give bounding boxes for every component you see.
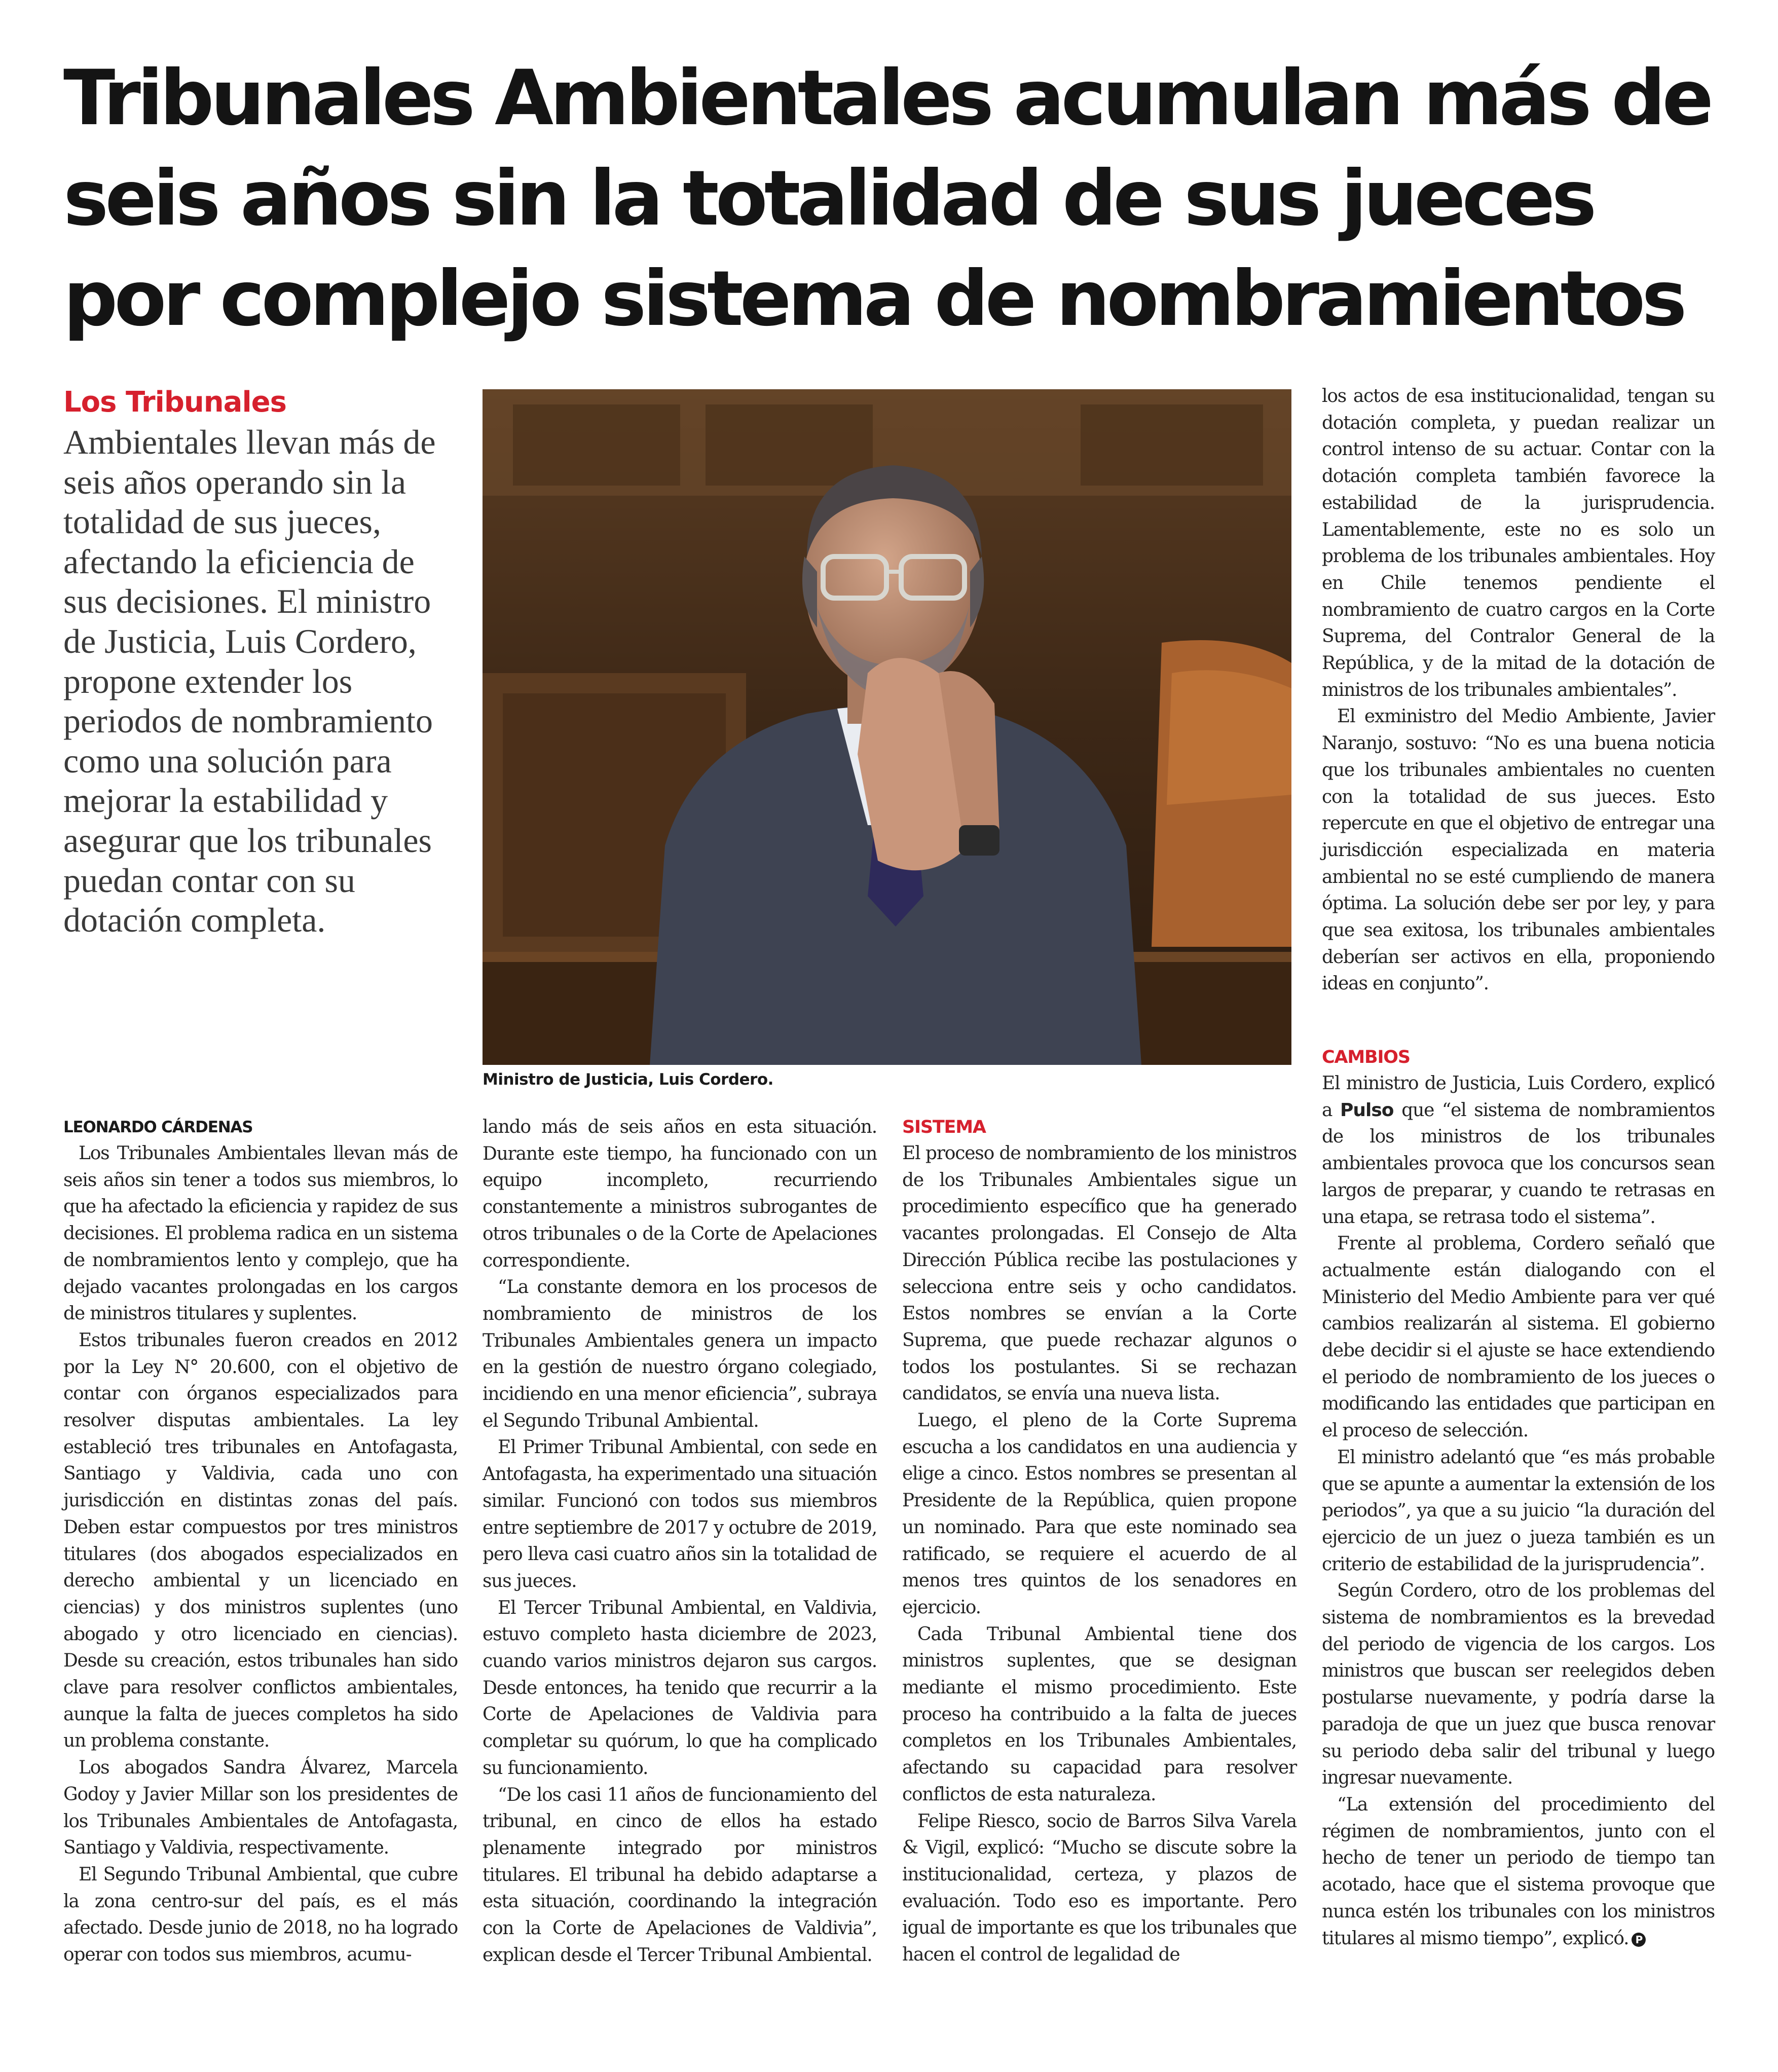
paragraph: Los Tribunales Ambientales llevan más de seis años sin tener a todos sus miembros, lo que ha afectado la eficiencia y rapidez de sus decisiones. El problema radica en un sistema de nombramientos lento y complejo, que ha dejado vacantes prolongadas en los cargos de ministros titulares y suplentes. (63, 1143, 458, 1324)
end-mark-icon: P (1632, 1933, 1646, 1947)
photo-illustration (483, 389, 1291, 1065)
column-4-bottom (1322, 1034, 1715, 1952)
text-run: que “el sistema de nombramientos de los ministros de los tribunales ambientales provoca que los concursos sean largos de preparar, y cuando te retrasas en una etapa, se retrasa todo el sistema”. (1322, 1099, 1715, 1228)
paragraph: Luego, el pleno de la Corte Suprema escucha a los candidatos en una audiencia y elige a cinco. Estos nombres se presentan al Presidente de la República, quien propone un nominado. Para que este nominado sea ratificado, se requiere el acuerdo de al menos tres quintos de los senadores en ejercicio. (902, 1410, 1297, 1618)
byline: LEONARDO CÁRDENAS (63, 1118, 253, 1136)
text-run: El ministro de Justicia, Luis Cordero, explicó a (1322, 1073, 1715, 1121)
column-1 (63, 1114, 458, 1969)
paragraph: El proceso de nombramiento de los ministros de los Tribunales Ambientales sigue un procedimiento específico que ha generado vacantes prolongadas. El Consejo de Alta Dirección Pública recibe las postulaciones y selecciona entre seis y ocho candidatos. Estos nombres se envían a la Corte Suprema, que puede rechazar algunos o todos los postulantes. Si se rechazan candidatos, se envía una nueva lista. (902, 1143, 1297, 1404)
paragraph: El ministro adelantó que “es más probable que se apunte a aumentar la extensión de los periodos”, ya que a su juicio “la duración del ejercicio de un juez o jueza también es un criterio de estabilidad de la jurisprudencia”. (1322, 1447, 1715, 1575)
paragraph: Frente al problema, Cordero señaló que actualmente están dialogando con el Ministerio del Medio Ambiente para ver qué cambios realizarán al sistema. El gobierno debe decidir si el ajuste se hace extendiendo el periodo de nombramiento de los jueces o modificando las entidades que participan en el proceso de selección. (1322, 1233, 1715, 1441)
paragraph: El exministro del Medio Ambiente, Javier Naranjo, sostuvo: “No es una buena noticia que los tribunales ambientales no cuenten con la totalidad de sus jueces. Esto repercute en que el objetivo de entregar una jurisdicción especializada en materia ambiental no se esté cumpliendo de manera óptima. La solución debe ser por ley, y para que sea exitosa, los tribunales ambientales deberían ser activos en ella, proponiendo ideas en conjunto”. (1322, 706, 1715, 994)
subhead-sistema: SISTEMA (902, 1117, 986, 1137)
paragraph (1322, 1792, 1715, 1952)
paragraph: El Tercer Tribunal Ambiental, en Valdivia, estuvo completo hasta diciembre de 2023, cuando varios ministros dejaron sus cargos. Desde entonces, ha tenido que recurrir a la Corte de Apelaciones de Valdivia para completar su quórum, lo que ha complicado su funcionamiento. (483, 1597, 877, 1779)
publication-name: Pulso (1340, 1099, 1394, 1121)
paragraph: Estos tribunales fueron creados en 2012 por la Ley N° 20.600, con el objetivo de contar con órganos especializados para resolver disputas ambientales. La ley estableció tres tribunales en Antofagasta, Santiago y Valdivia, cada uno con jurisdicción en distintas zonas del país. Deben estar compuestos por tres ministros titulares (dos abogados especializados en derecho ambiental y un licenciado en ciencias) y dos ministros suplentes (uno abogado y otro licenciado en ciencias). Desde su creación, estos tribunales han sido clave para resolver conflictos ambientales, aunque la falta de jueces completos ha sido un problema constante. (63, 1329, 458, 1752)
headline: Tribunales Ambientales acumulan más de seis años sin la totalidad de sus jueces por complejo sistema de nombramientos (63, 54, 1711, 343)
paragraph: El Primer Tribunal Ambiental, con sede en Antofagasta, ha experimentado una situación similar. Funcionó con todos sus miembros entre septiembre de 2017 y octubre de 2019, pero lleva casi cuatro años sin la totalidad de sus jueces. (483, 1437, 877, 1592)
minister-photo (483, 389, 1291, 1065)
text-run: “La extensión del procedimiento del régimen de nombramientos, junto con el hecho de tener un periodo de tiempo tan acotado, hace que el sistema provoque que nunca estén los tribunales con los ministros titulares al mismo tiempo”, explicó. (1322, 1794, 1715, 1949)
paragraph: “De los casi 11 años de funcionamiento del tribunal, en cinco de ellos ha estado plenamente integrado por ministros titulares. El tribunal ha debido adaptarse a esta situación, coordinando la integración con la Corte de Apelaciones de Valdivia”, explican desde el Tercer Tribunal Ambiental. (483, 1784, 877, 1966)
photo-caption: Ministro de Justicia, Luis Cordero. (483, 1070, 773, 1089)
subhead-cambios: CAMBIOS (1322, 1047, 1410, 1067)
lead-text: Ambientales llevan más de seis años operando sin la totalidad de sus jueces, afectando la eficiencia de sus decisiones. El ministro de Justicia, Luis Cordero, propone extender los periodos de nombramiento como una solución para mejorar la estabilidad y asegurar que los tribunales puedan contar con su dotación completa. (63, 423, 436, 940)
paragraph: los actos de esa institucionalidad, tengan su dotación completa, y puedan realizar un control intenso de su actuar. Contar con la dotación completa también favorece la estabilidad de la jurisprudencia. Lamentablemente, este no es solo un problema de los tribunales ambientales. Hoy en Chile tenemos pendiente el nombramiento de cuatro cargos en la Corte Suprema, del Contralor General de la República, y de la mitad de la dotación de ministros de los tribunales ambientales”. (1322, 386, 1715, 700)
paragraph: Según Cordero, otro de los problemas del sistema de nombramientos es la brevedad del periodo de vigencia de los cargos. Los ministros que buscan ser reelegidos deben postularse nuevamente, y podría darse la paradoja de que un juez que busca renovar su periodo deba salir del tribunal y luego ingresar nuevamente. (1322, 1580, 1715, 1789)
paragraph: Los abogados Sandra Álvarez, Marcela Godoy y Javier Millar son los presidentes de los Tribunales Ambientales de Antofagasta, Santiago y Valdivia, respectivamente. (63, 1757, 458, 1859)
lead-summary (63, 383, 459, 940)
lead-kicker: Los Tribunales (63, 386, 286, 419)
column-2 (483, 1114, 877, 1969)
paragraph: Cada Tribunal Ambiental tiene dos ministros suplentes, que se designan mediante el mismo procedimiento. Este proceso ha contribuido a la falta de jueces completos en los Tribunales Ambientales, afectando su capacidad para resolver conflictos de esta naturaleza. (902, 1623, 1297, 1805)
column-3 (902, 1114, 1297, 1969)
paragraph: Felipe Riesco, socio de Barros Silva Varela & Vigil, explicó: “Mucho se discute sobre la institucionalidad, certeza, y plazos de evaluación. Todo eso es importante. Pero igual de importante es que los tribunales que hacen el control de legalidad de (902, 1810, 1297, 1966)
paragraph: “La constante demora en los procesos de nombramiento de ministros de los Tribunales Ambientales genera un impacto en la gestión de nuestro órgano colegiado, incidiendo en una menor eficiencia”, subraya el Segundo Tribunal Ambiental. (483, 1277, 877, 1431)
paragraph: El Segundo Tribunal Ambiental, que cubre la zona centro-sur del país, es el más afectado. Desde junio de 2018, no ha logrado operar con todos sus miembros, acumu- (63, 1864, 458, 1966)
paragraph: lando más de seis años en esta situación. Durante este tiempo, ha funcionado con un equipo incompleto, recurriendo constantemente a ministros subrogantes de otros tribunales o de la Corte de Apelaciones correspondiente. (483, 1117, 877, 1271)
paragraph (1322, 1070, 1715, 1231)
column-4-top (1322, 383, 1715, 997)
